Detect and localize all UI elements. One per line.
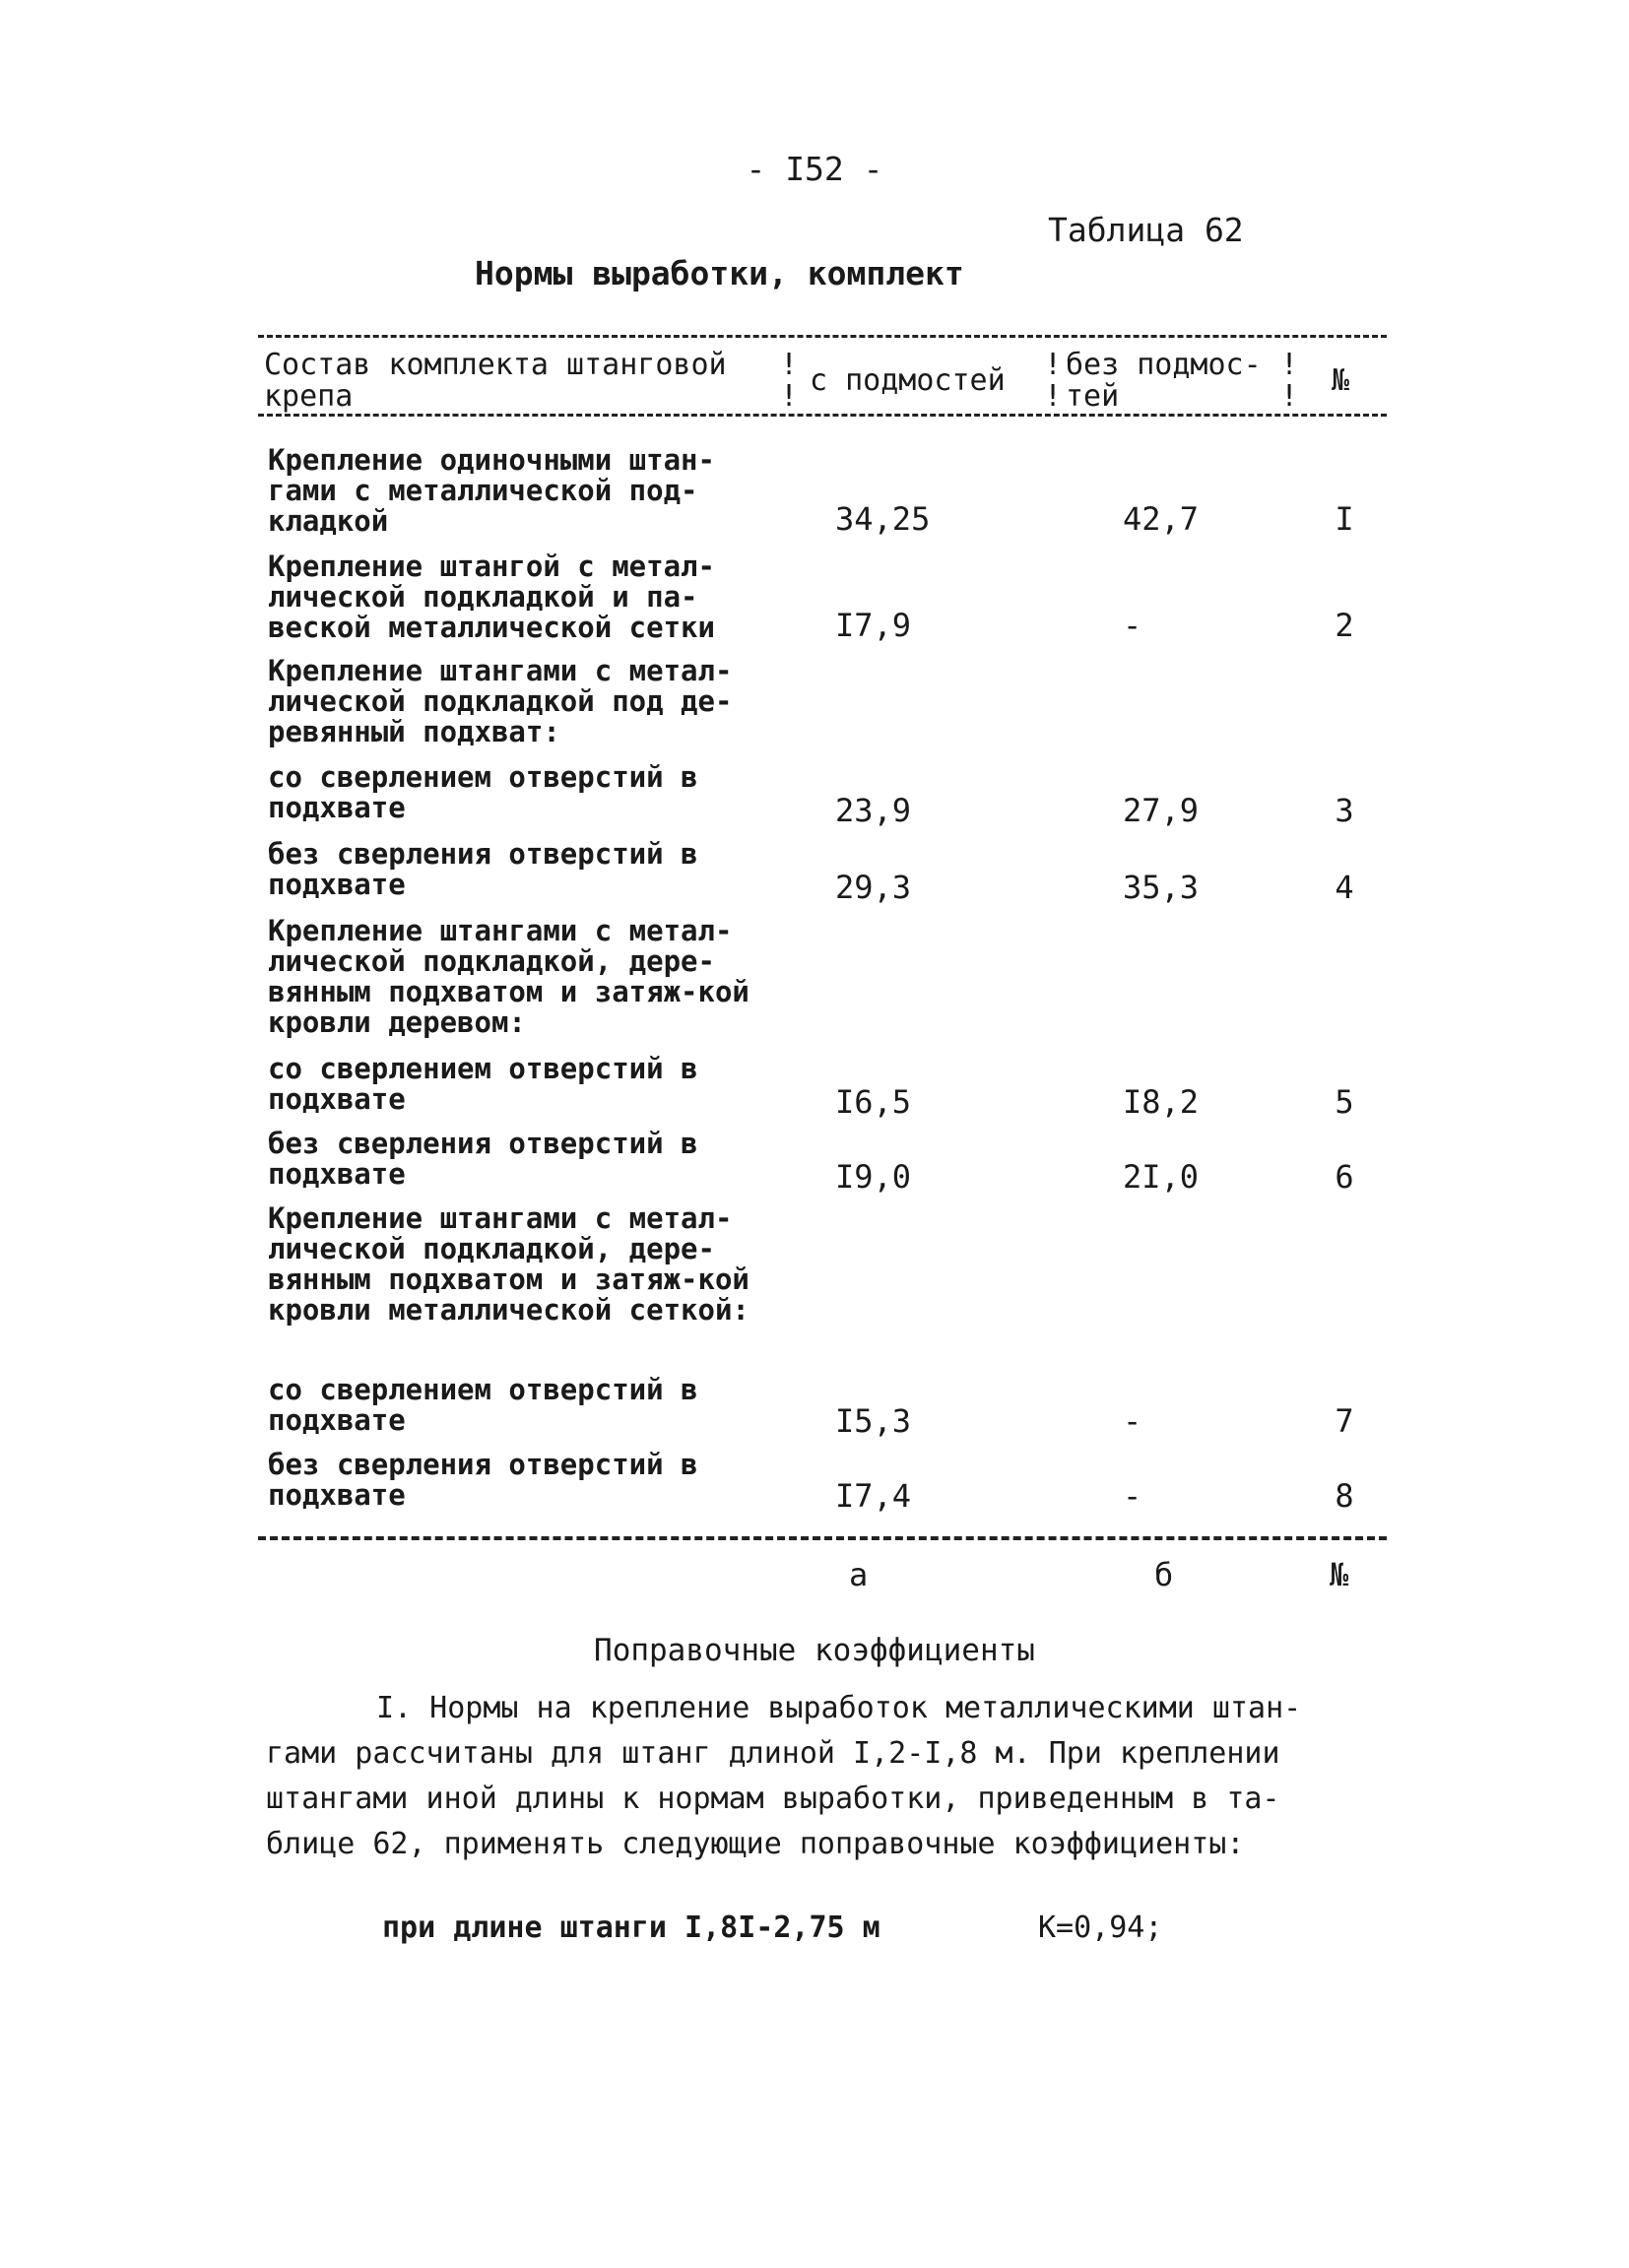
cell-with-scaffold: 23,9 [835, 792, 912, 829]
header-with-scaffold: с подмостей [810, 363, 1006, 398]
header-number: № [1332, 363, 1350, 398]
header-separator: ! [1280, 348, 1299, 382]
row-label: без сверления отверстий в подхвате [268, 837, 698, 901]
header-separator: ! [1280, 379, 1299, 414]
table-bottom-rule [258, 1536, 1387, 1540]
table-top-rule [258, 335, 1387, 338]
row-label: со сверлением отверстий в подхвате [268, 1052, 698, 1116]
cell-without-scaffold: 27,9 [1123, 792, 1200, 829]
header-separator: ! [780, 379, 799, 414]
cell-row-number: 2 [1335, 607, 1354, 644]
cell-row-number: I [1335, 500, 1354, 538]
footer-column-number: № [1330, 1556, 1349, 1593]
header-bottom-rule [258, 414, 1387, 417]
cell-with-scaffold: I5,3 [835, 1402, 912, 1440]
row-label: Крепление штангой с метал-лической подкладкой и па-веской металлической сетки [268, 550, 715, 644]
group-heading: Крепление штангами с метал-лической подкладкой, дере-вянным подхватом и затяж-кой кровли металлической сеткой: [268, 1201, 749, 1327]
header-composition-line2: крепа [264, 379, 354, 414]
row-label: без сверления отверстий в подхвате [268, 1448, 698, 1512]
footer-column-b: б [1154, 1556, 1174, 1593]
row-label: со сверлением отверстий в подхвате [268, 760, 698, 824]
header-separator: ! [780, 348, 799, 382]
cell-without-scaffold: - [1123, 1477, 1142, 1515]
cell-row-number: 5 [1335, 1083, 1354, 1121]
row-label: Крепление одиночными штан-гами с металлической под-кладкой [268, 443, 715, 538]
correction-title: Поправочные коэффициенты [594, 1633, 1035, 1668]
cell-without-scaffold: - [1123, 1402, 1142, 1440]
cell-without-scaffold: 42,7 [1123, 500, 1200, 538]
cell-row-number: 4 [1335, 869, 1354, 906]
header-without-scaffold-line2: тей [1066, 379, 1120, 414]
cell-with-scaffold: 29,3 [835, 869, 912, 906]
cell-without-scaffold: I8,2 [1123, 1083, 1200, 1121]
header-composition-line1: Состав комплекта штанговой [264, 348, 727, 382]
cell-row-number: 7 [1335, 1402, 1354, 1440]
cell-with-scaffold: I7,9 [835, 607, 912, 644]
page-number: - I52 - [746, 150, 883, 188]
row-label: со сверлением отверстий в подхвате [268, 1373, 698, 1437]
cell-row-number: 6 [1335, 1158, 1354, 1196]
cell-row-number: 3 [1335, 792, 1354, 829]
cell-with-scaffold: I7,4 [835, 1477, 912, 1515]
group-heading: Крепление штангами с метал-лической подкладкой под де-ревянный подхват: [268, 654, 733, 748]
header-separator: ! [1044, 348, 1063, 382]
paragraph-line: блице 62, применять следующие поправочные коэффициенты: [266, 1827, 1245, 1861]
table-title: Нормы выработки, комплект [475, 254, 964, 292]
table-label: Таблица 62 [1048, 211, 1244, 249]
group-heading: Крепление штангами с метал-лической подкладкой, дере-вянным подхватом и затяж-кой кровли деревом: [268, 914, 749, 1039]
row-label: без сверления отверстий в подхвате [268, 1127, 698, 1191]
paragraph-line: I. Нормы на крепление выработок металлическими штан- [376, 1691, 1302, 1725]
paragraph-line: штангами иной длины к нормам выработки, приведенным в та- [266, 1782, 1280, 1816]
cell-with-scaffold: I9,0 [835, 1158, 912, 1196]
correction-coefficient: К=0,94; [1038, 1911, 1163, 1945]
header-without-scaffold-line1: без подмос- [1066, 348, 1262, 382]
correction-paragraph [266, 1686, 1379, 1867]
cell-row-number: 8 [1335, 1477, 1354, 1515]
correction-condition: при длине штанги I,8I-2,75 м [382, 1911, 880, 1945]
footer-column-a: а [849, 1556, 869, 1593]
cell-with-scaffold: 34,25 [835, 500, 931, 538]
paragraph-line: гами рассчитаны для штанг длиной I,2-I,8 м. При креплении [266, 1736, 1280, 1771]
cell-without-scaffold: 2I,0 [1123, 1158, 1200, 1196]
cell-without-scaffold: 35,3 [1123, 869, 1200, 906]
header-separator: ! [1044, 379, 1063, 414]
cell-with-scaffold: I6,5 [835, 1083, 912, 1121]
cell-without-scaffold: - [1123, 607, 1142, 644]
